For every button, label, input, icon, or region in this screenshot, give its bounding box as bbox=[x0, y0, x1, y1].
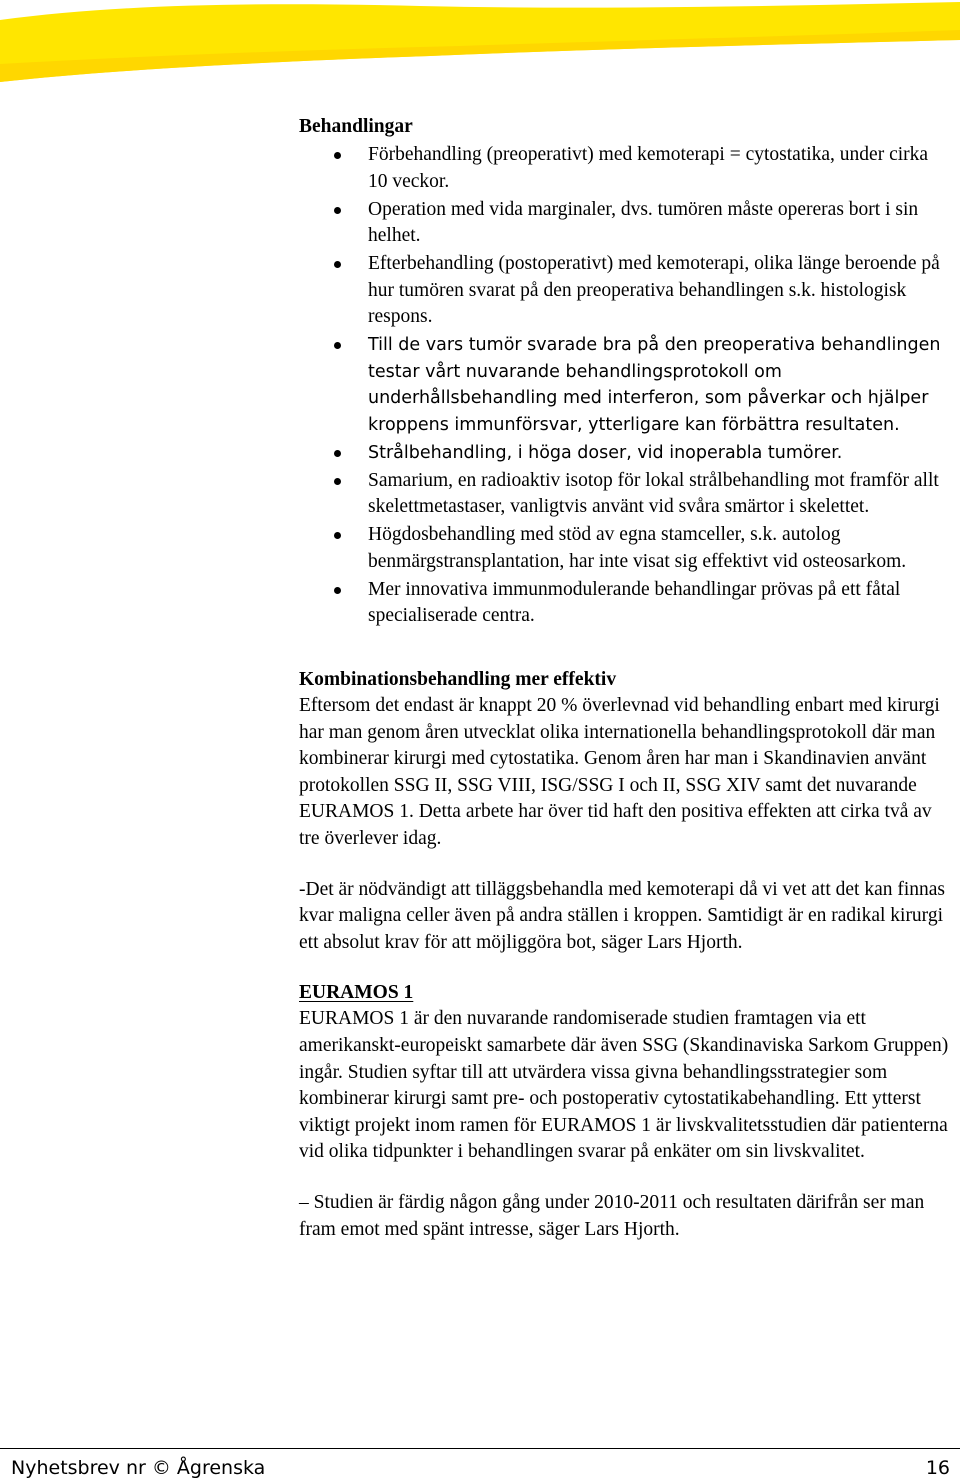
list-item: Till de vars tumör svarade bra på den preoperativa behandlingen testar vårt nuvarande behandlingsprotokoll om underhållsbehandling med interferon, som påverkar och hjälper kroppens immunförsvar, ytterligare kan förbättra resultaten. bbox=[299, 332, 951, 438]
bullet-icon bbox=[334, 587, 341, 594]
paragraph: Eftersom det endast är knappt 20 % överlevnad vid behandling enbart med kirurgi har man genom åren utvecklat olika internationella behandlingsprotokoll där man kombinerar kirurgi med cytostatika. Genom åren har man i Skandinavien använt protokollen SSG II, SSG VIII, ISG/SSG I och II, SSG XIV samt det nuvarande EURAMOS 1. Detta arbete har över tid haft den positiva effekten att cirka två av tre överlever idag. bbox=[299, 695, 940, 849]
bullet-icon bbox=[334, 342, 341, 349]
treatment-list bbox=[299, 142, 951, 630]
header-banner bbox=[0, 0, 960, 90]
document-body bbox=[299, 114, 951, 1243]
list-item: Samarium, en radioaktiv isotop för lokal strålbehandling mot framför allt skelettmetastaser, vanligtvis använt vid svåra smärtor i skelettet. bbox=[299, 468, 951, 521]
section-title-behandlingar: Behandlingar bbox=[299, 116, 413, 137]
bullet-icon bbox=[334, 450, 341, 457]
list-item: Operation med vida marginaler, dvs. tumören måste opereras bort i sin helhet. bbox=[299, 197, 951, 250]
bullet-icon bbox=[334, 532, 341, 539]
paragraph: EURAMOS 1 är den nuvarande randomiserade studien framtagen via ett amerikanskt-europeiskt samarbete där även SSG (Skandinaviska Sarkom Gruppen) ingår. Studien syftar till att utvärdera vissa givna behandlingsstrategier som kombinerar kirurgi samt pre- och postoperativ cytostatikabehandling. Ett ytterst viktigt projekt inom ramen för EURAMOS 1 är livskvalitetsstudien där patienterna vid olika tidpunkter i behandlingen svarar på enkäter om sin livskvalitet. bbox=[299, 1008, 949, 1163]
paragraph-quote: – Studien är färdig någon gång under 2010-2011 och resultaten därifrån ser man fram emot med spänt intresse, säger Lars Hjorth. bbox=[299, 1191, 925, 1240]
footer-newsletter-label: Nyhetsbrev nr © Ågrenska bbox=[11, 1457, 266, 1479]
list-item: Förbehandling (preoperativt) med kemoterapi = cytostatika, under cirka 10 veckor. bbox=[299, 142, 951, 195]
bullet-icon bbox=[334, 152, 341, 159]
section-title-kombinationsbehandling: Kombinationsbehandling mer effektiv bbox=[299, 669, 617, 690]
list-item: Högdosbehandling med stöd av egna stamceller, s.k. autolog benmärgstransplantation, har inte visat sig effektivt vid osteosarkom. bbox=[299, 522, 951, 575]
page-footer bbox=[0, 1448, 960, 1484]
list-item: Efterbehandling (postoperativt) med kemoterapi, olika länge beroende på hur tumören svarat på den preoperativa behandlingen s.k. histologisk respons. bbox=[299, 251, 951, 331]
page-number: 16 bbox=[925, 1457, 950, 1479]
list-item: Mer innovativa immunmodulerande behandlingar prövas på ett fåtal specialiserade centra. bbox=[299, 577, 951, 630]
bullet-icon bbox=[334, 261, 341, 268]
list-item: Strålbehandling, i höga doser, vid inoperabla tumörer. bbox=[299, 440, 951, 467]
paragraph-quote: -Det är nödvändigt att tilläggsbehandla med kemoterapi då vi vet att det kan finnas kvar maligna celler även på andra ställen i kroppen. Samtidigt är en radikal kirurgi ett absolut krav för att möjliggöra bot, säger Lars Hjorth. bbox=[299, 878, 946, 953]
section-title-euramos: EURAMOS 1 bbox=[299, 982, 414, 1004]
bullet-icon bbox=[334, 478, 341, 485]
bullet-icon bbox=[334, 207, 341, 214]
